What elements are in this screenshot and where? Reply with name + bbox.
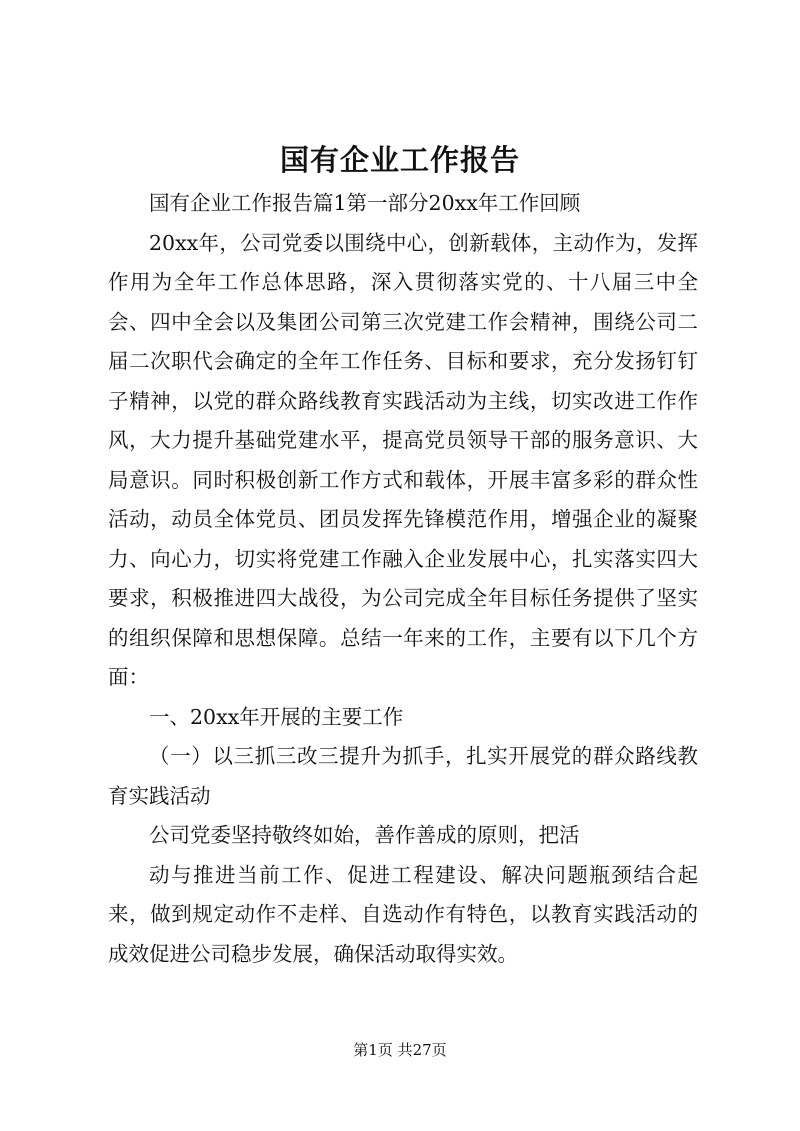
subsection-heading: （一）以三抓三改三提升为抓手，扎实开展党的群众路线教育实践活动: [108, 744, 698, 808]
paragraph-review: 20xx年，公司党委以围绕中心，创新载体，主动作为，发挥作用为全年工作总体思路，深入贯彻落实党的、十八届三中全会、四中全会以及集团公司第三次党建工作会精神，围绕公司二届二次职代会确定的全年工作任务、目标和要求，充分发扬钉钉子精神，以党的群众路线教育实践活动为主线，切实改进工作作风，大力提升基础党建水平，提高党员领导干部的服务意识、大局意识。同时积极创新工作方式和载体，开展丰富多彩的群众性活动，动员全体党员、团员发挥先锋模范作用，增强企业的凝聚力、向心力，切实将党建工作融入企业发展中心，扎实落实四大要求，积极推进四大战役，为公司完成全年目标任务提供了坚实的组织保障和思想保障。总结一年来的工作，主要有以下几个方面：: [108, 230, 698, 689]
section-heading: 一、20xx年开展的主要工作: [149, 704, 404, 729]
paragraph-principle: 公司党委坚持敬终如始，善作善成的原则，把活: [149, 823, 580, 847]
document-body: [108, 184, 698, 974]
page-footer: 第1页 共27页: [353, 1041, 447, 1059]
paragraph-heading-line: 国有企业工作报告篇1第一部分20xx年工作回顾: [149, 191, 581, 215]
paragraph-activity: 动与推进当前工作、促进工程建设、解决问题瓶颈结合起来，做到规定动作不走样、自选动作有特色，以教育实践活动的成效促进公司稳步发展，确保活动取得实效。: [108, 862, 698, 966]
document-title: 国有企业工作报告: [279, 143, 520, 177]
